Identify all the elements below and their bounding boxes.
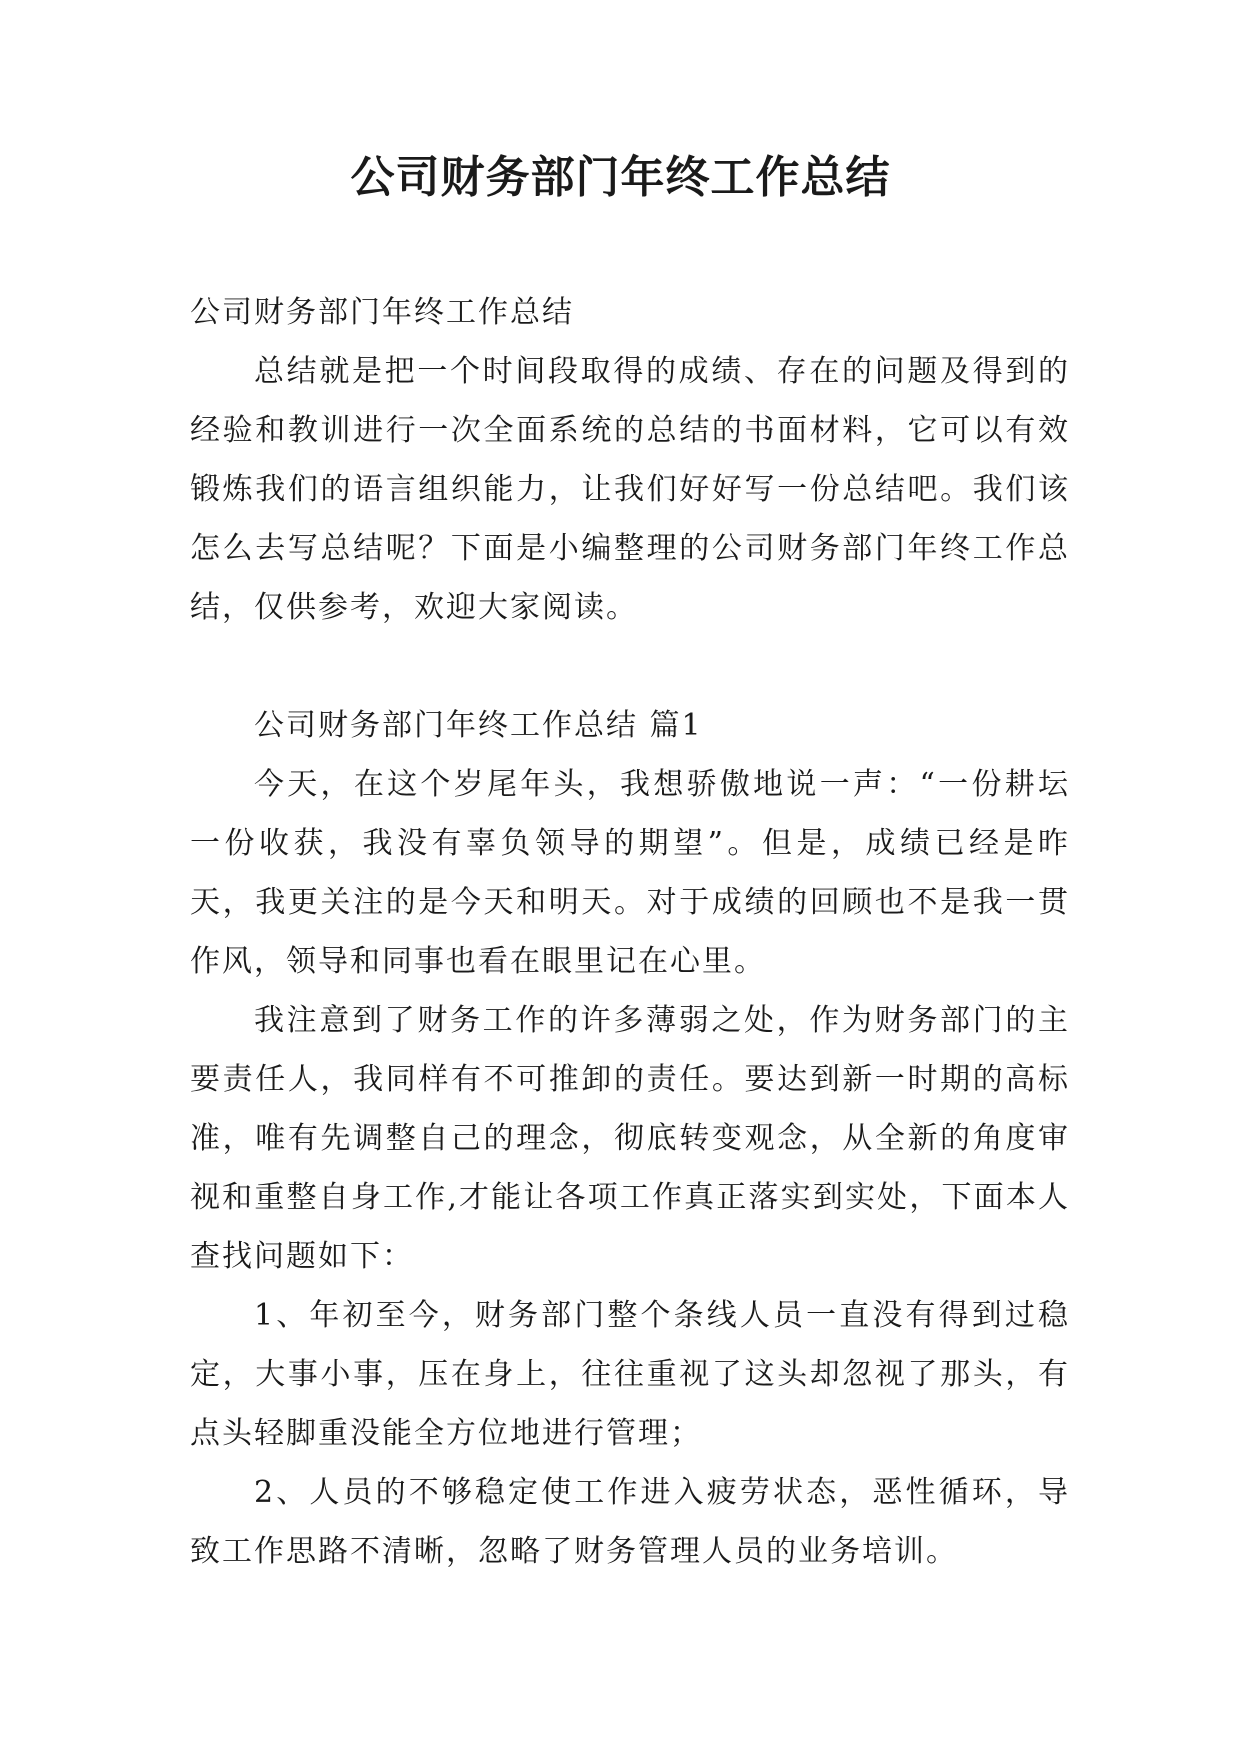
intro-paragraph: 总结就是把一个时间段取得的成绩、存在的问题及得到的经验和教训进行一次全面系统的总结的书面材料，它可以有效锻炼我们的语言组织能力，让我们好好写一份总结吧。我们该怎么去写总结呢？下面是小编整理的公司财务部门年终工作总结，仅供参考，欢迎大家阅读。 (190, 354, 1070, 625)
document-body (190, 283, 1070, 1581)
document-title: 公司财务部门年终工作总结 (350, 152, 891, 203)
intro-heading: 公司财务部门年终工作总结 (190, 295, 574, 330)
body-paragraph: 今天，在这个岁尾年头，我想骄傲地说一声：“一份耕坛一份收获，我没有辜负领导的期望”。但是，成绩已经是昨天，我更关注的是今天和明天。对于成绩的回顾也不是我一贯作风，领导和同事也看在眼里记在心里。 (190, 767, 1070, 979)
section-heading: 公司财务部门年终工作总结 篇1 (254, 708, 703, 743)
list-item: 2、人员的不够稳定使工作进入疲劳状态，恶性循环，导致工作思路不清晰，忽略了财务管理人员的业务培训。 (190, 1475, 1070, 1569)
list-item: 1、年初至今，财务部门整个条线人员一直没有得到过稳定，大事小事，压在身上，往往重视了这头却忽视了那头，有点头轻脚重没能全方位地进行管理； (190, 1298, 1070, 1451)
body-paragraph: 我注意到了财务工作的许多薄弱之处，作为财务部门的主要责任人，我同样有不可推卸的责任。要达到新一时期的高标准，唯有先调整自己的理念，彻底转变观念，从全新的角度审视和重整自身工作,才能让各项工作真正落实到实处，下面本人查找问题如下： (190, 1003, 1070, 1274)
